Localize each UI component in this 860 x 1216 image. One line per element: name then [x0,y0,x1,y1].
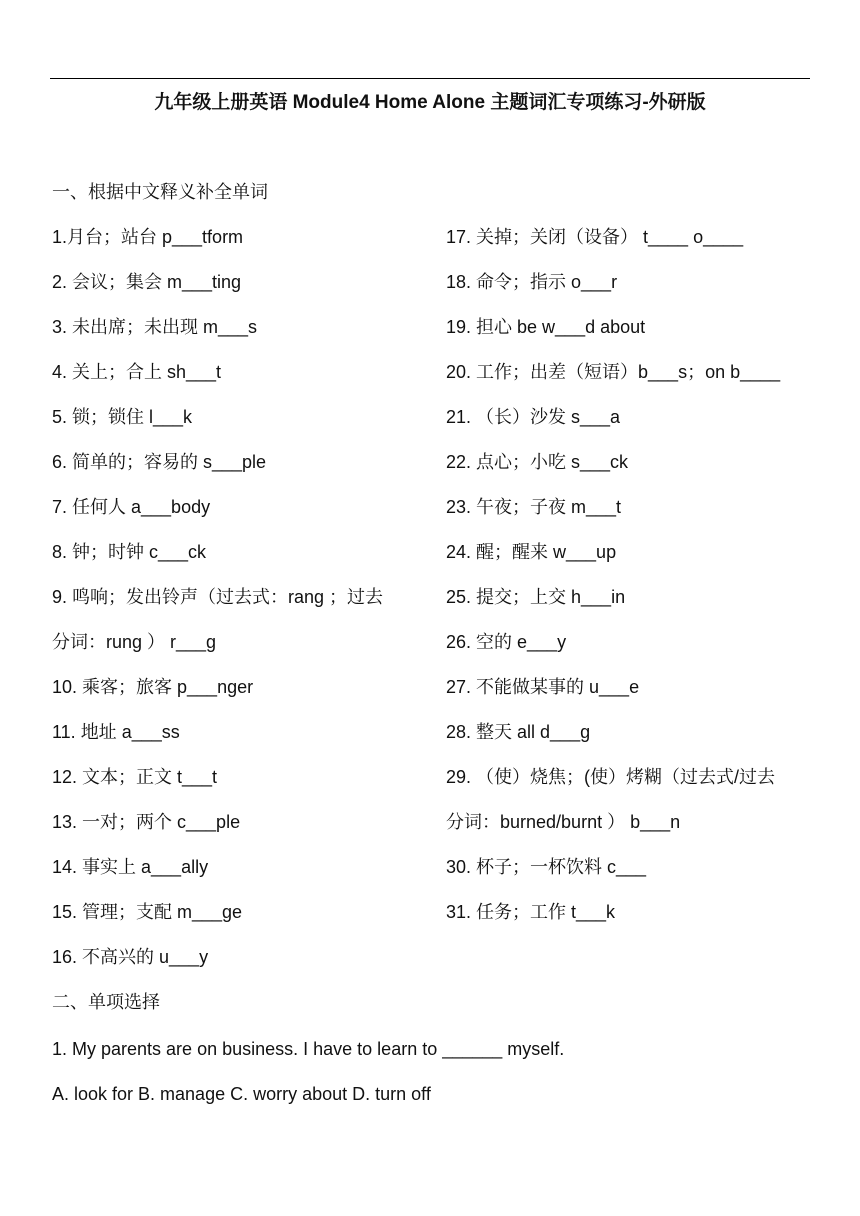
vocab-item-right: 19. 担心 be w___d about [446,317,646,337]
vocab-item-right: 分词：burned/burnt ） b___n [446,812,681,832]
vocab-item-left: 16. 不高兴的 u___y [52,947,209,967]
question-1: 1. My parents are on business. I have to learn to ______ myself. [52,1039,565,1059]
vocab-item-left: 2. 会议；集会 m___ting [52,272,242,292]
question-1-options: A. look for B. manage C. worry about D. turn off [52,1084,431,1104]
vocab-item-right: 17. 关掉；关闭（设备） t____ o____ [446,227,744,247]
vocab-item-right: 29. （使）烧焦；(使）烤糊（过去式/过去 [446,767,776,787]
vocab-item-right: 31. 任务；工作 t___k [446,902,616,922]
vocab-item-left: 分词：rung ） r___g [52,632,217,652]
vocab-item-right: 25. 提交；上交 h___in [446,587,626,607]
vocab-item-left: 12. 文本；正文 t___t [52,767,218,787]
vocab-item-left: 5. 锁；锁住 l___k [52,407,193,427]
vocab-item-right: 21. （长）沙发 s___a [446,407,621,427]
vocab-item-right: 28. 整天 all d___g [446,722,591,742]
vocab-item-left: 15. 管理；支配 m___ge [52,902,243,922]
vocab-item-right: 27. 不能做某事的 u___e [446,677,640,697]
vocab-item-left: 11. 地址 a___ss [52,722,180,742]
header-rule [50,78,810,79]
vocab-item-right: 24. 醒；醒来 w___up [446,542,617,562]
vocab-item-left: 7. 任何人 a___body [52,497,211,517]
vocab-item-right: 23. 午夜；子夜 m___t [446,497,622,517]
vocab-item-left: 14. 事实上 a___ally [52,857,209,877]
vocab-item-left: 1.月台；站台 p___tform [52,227,244,247]
vocab-item-right: 30. 杯子；一杯饮料 c___ [446,857,647,877]
section1-heading: 一、根据中文释义补全单词 [52,182,268,202]
vocab-item-right: 20. 工作；出差（短语）b___s；on b____ [446,362,781,382]
vocab-item-left: 6. 简单的；容易的 s___ple [52,452,267,472]
vocab-item-left: 9. 鸣响；发出铃声（过去式：rang ；过去 [52,587,384,607]
section2-heading: 二、单项选择 [52,992,160,1012]
vocab-item-left: 3. 未出席；未出现 m___s [52,317,258,337]
vocab-item-left: 10. 乘客；旅客 p___nger [52,677,254,697]
vocab-item-left: 4. 关上；合上 sh___t [52,362,222,382]
vocab-item-right: 22. 点心；小吃 s___ck [446,452,629,472]
page-title: 九年级上册英语 Module4 Home Alone 主题词汇专项练习-外研版 [154,92,706,113]
vocab-item-left: 13. 一对；两个 c___ple [52,812,241,832]
vocab-item-right: 26. 空的 e___y [446,632,567,652]
vocab-item-right: 18. 命令；指示 o___r [446,272,618,292]
vocab-item-left: 8. 钟；时钟 c___ck [52,542,207,562]
